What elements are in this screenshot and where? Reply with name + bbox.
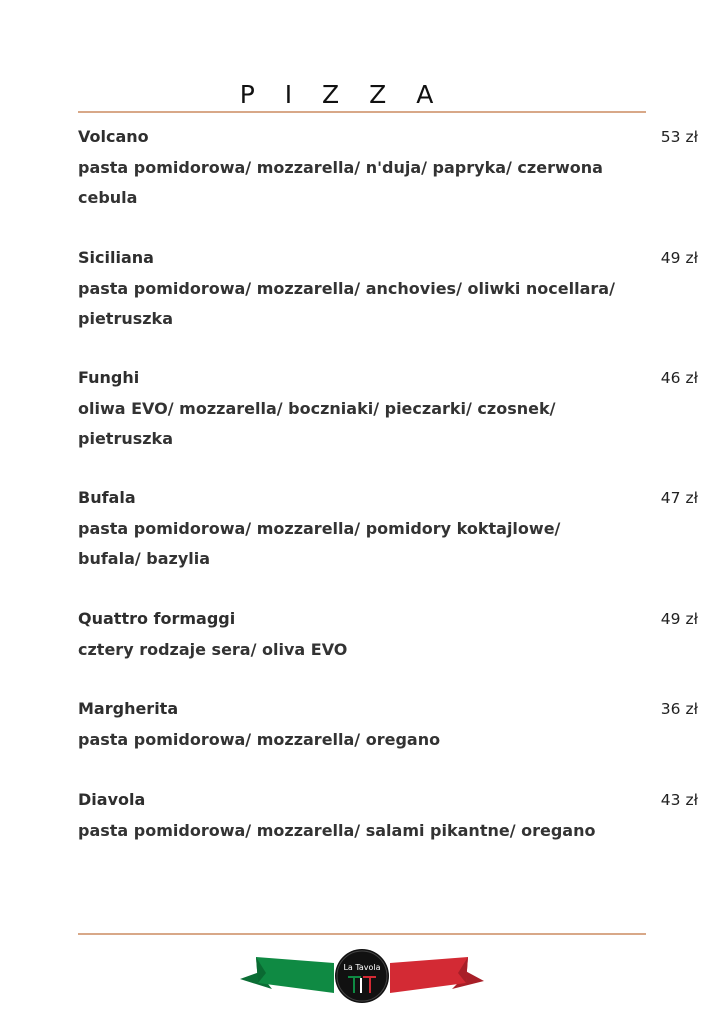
menu-item-price: 49 zł — [660, 249, 698, 267]
menu-item-name: Bufala — [78, 488, 136, 507]
la-tavola-logo — [236, 943, 488, 1005]
menu-item-price: 47 zł — [660, 489, 698, 507]
menu-item-description: pasta pomidorowa/ mozzarella/ anchovies/ oliwki nocellara/ pietruszka — [78, 279, 615, 328]
menu-item-name: Margherita — [78, 699, 179, 718]
menu-item-name: Quattro formaggi — [78, 609, 236, 628]
logo-circle — [335, 949, 389, 1003]
menu-item-description: pasta pomidorowa/ mozzarella/ pomidory koktajlowe/ bufala/ bazylia — [78, 519, 561, 568]
menu-item-bufala — [78, 488, 698, 574]
menu-item-siciliana — [78, 248, 698, 334]
menu-item-diavola — [78, 790, 698, 846]
menu-item-description: pasta pomidorowa/ mozzarella/ oregano — [78, 730, 441, 749]
menu-item-description: oliwa EVO/ mozzarella/ boczniaki/ pieczarki/ czosnek/ pietruszka — [78, 399, 556, 448]
menu-item-price: 53 zł — [660, 128, 698, 146]
menu-item-price: 49 zł — [660, 610, 698, 628]
menu-item-price: 43 zł — [660, 791, 698, 809]
menu-item-price: 36 zł — [660, 700, 698, 718]
menu-item-margherita — [78, 699, 698, 755]
menu-item-price: 46 zł — [660, 369, 698, 387]
menu-item-name: Volcano — [78, 127, 149, 146]
menu-item-description: pasta pomidorowa/ mozzarella/ n'duja/ papryka/ czerwona cebula — [78, 158, 603, 207]
page-title: P I Z Z A — [239, 80, 445, 109]
menu-item-name: Funghi — [78, 368, 140, 387]
menu-item-volcano — [78, 127, 698, 213]
menu-item-description: cztery rodzaje sera/ oliva EVO — [78, 640, 348, 659]
bottom-divider — [78, 933, 646, 935]
menu-item-name: Siciliana — [78, 248, 154, 267]
logo-graphic — [236, 943, 488, 1005]
menu-item-name: Diavola — [78, 790, 146, 809]
menu-item-funghi — [78, 368, 698, 454]
menu-item-quattro-formaggi — [78, 609, 698, 665]
logo-text: La Tavola — [343, 963, 381, 972]
menu-item-description: pasta pomidorowa/ mozzarella/ salami pikantne/ oregano — [78, 821, 596, 840]
top-divider — [78, 111, 646, 113]
